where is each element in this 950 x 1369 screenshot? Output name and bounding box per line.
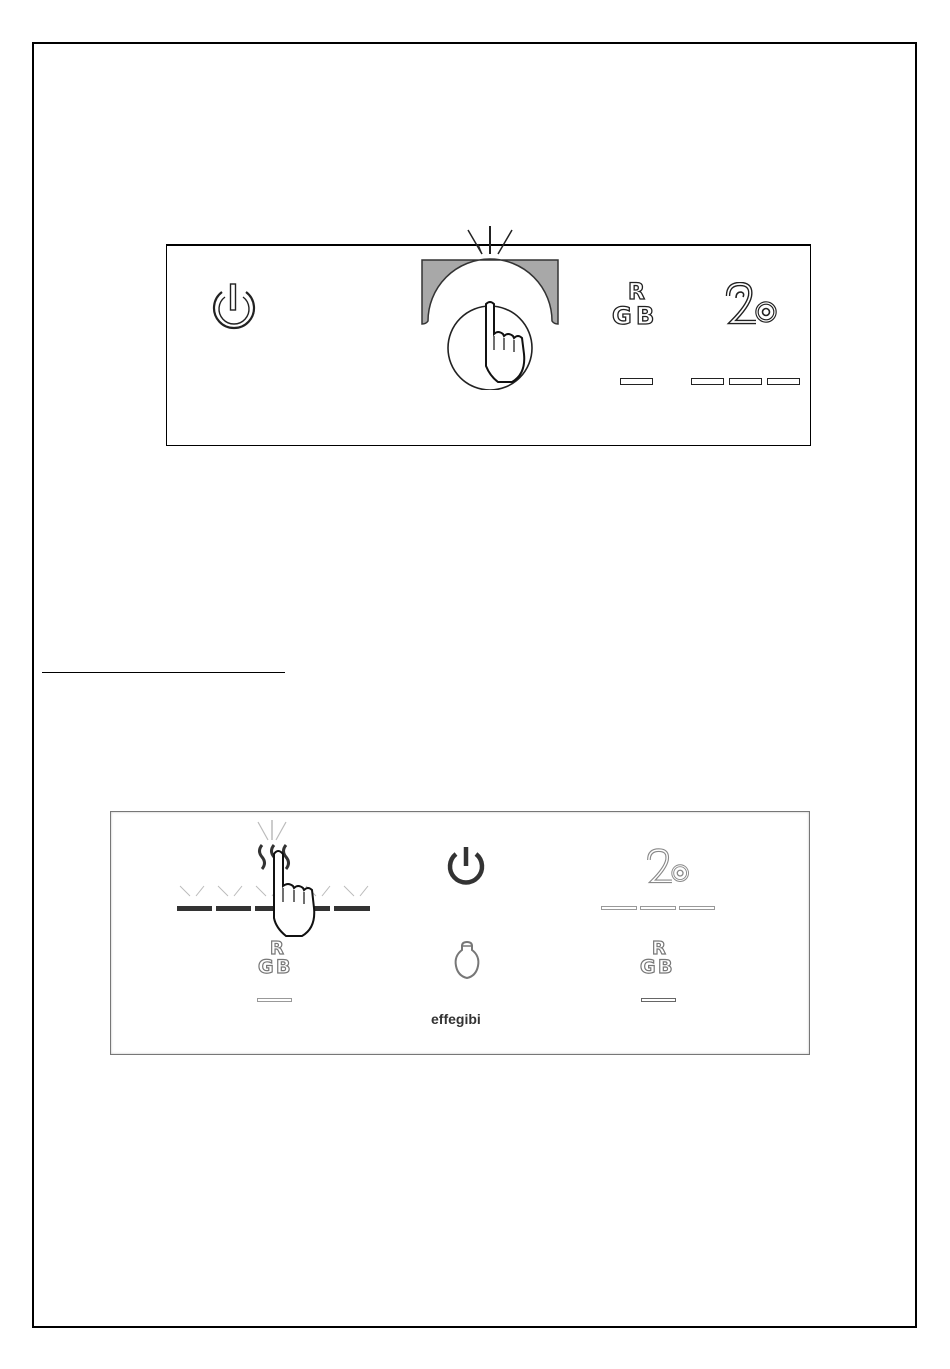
power-icon[interactable] bbox=[204, 282, 264, 338]
rgb-letter-b: B bbox=[636, 302, 655, 330]
central-knob-key[interactable] bbox=[420, 224, 560, 390]
heat-bar-segment bbox=[334, 906, 370, 911]
flash-rays bbox=[252, 818, 292, 844]
rgb-button[interactable] bbox=[612, 282, 664, 332]
light-bulb-icon[interactable] bbox=[452, 940, 482, 982]
rgb-right-indicator-led bbox=[641, 998, 676, 1002]
rgb-button-left[interactable] bbox=[258, 940, 298, 980]
speed-led-3 bbox=[767, 378, 800, 385]
speed-led-1 bbox=[691, 378, 724, 385]
section-heading-underline bbox=[42, 672, 285, 673]
rgb-letter-g: G bbox=[640, 956, 656, 978]
power-icon-bottom[interactable] bbox=[444, 844, 488, 890]
hand-pointer-icon bbox=[260, 842, 316, 942]
speed-led-1 bbox=[601, 906, 637, 910]
fan-speed-icon-bottom[interactable] bbox=[644, 848, 690, 890]
rgb-letter-g: G bbox=[612, 302, 632, 330]
speed-led-3 bbox=[679, 906, 715, 910]
heat-bar-segment bbox=[216, 906, 251, 911]
rgb-letter-b: B bbox=[276, 956, 291, 978]
rgb-button-right[interactable] bbox=[640, 940, 680, 980]
rgb-indicator-led bbox=[620, 378, 653, 385]
rgb-letter-g: G bbox=[258, 956, 274, 978]
speed-led-2 bbox=[640, 906, 676, 910]
fan-speed-icon[interactable] bbox=[722, 282, 778, 332]
rgb-letter-r: R bbox=[270, 938, 284, 959]
speed-led-2 bbox=[729, 378, 762, 385]
rgb-letter-r: R bbox=[628, 280, 645, 305]
heat-bar-segment bbox=[177, 906, 212, 911]
rgb-left-indicator-led bbox=[257, 998, 292, 1002]
rgb-letter-r: R bbox=[652, 938, 666, 959]
rgb-letter-b: B bbox=[658, 956, 673, 978]
brand-logo: effegibi bbox=[431, 1011, 481, 1027]
